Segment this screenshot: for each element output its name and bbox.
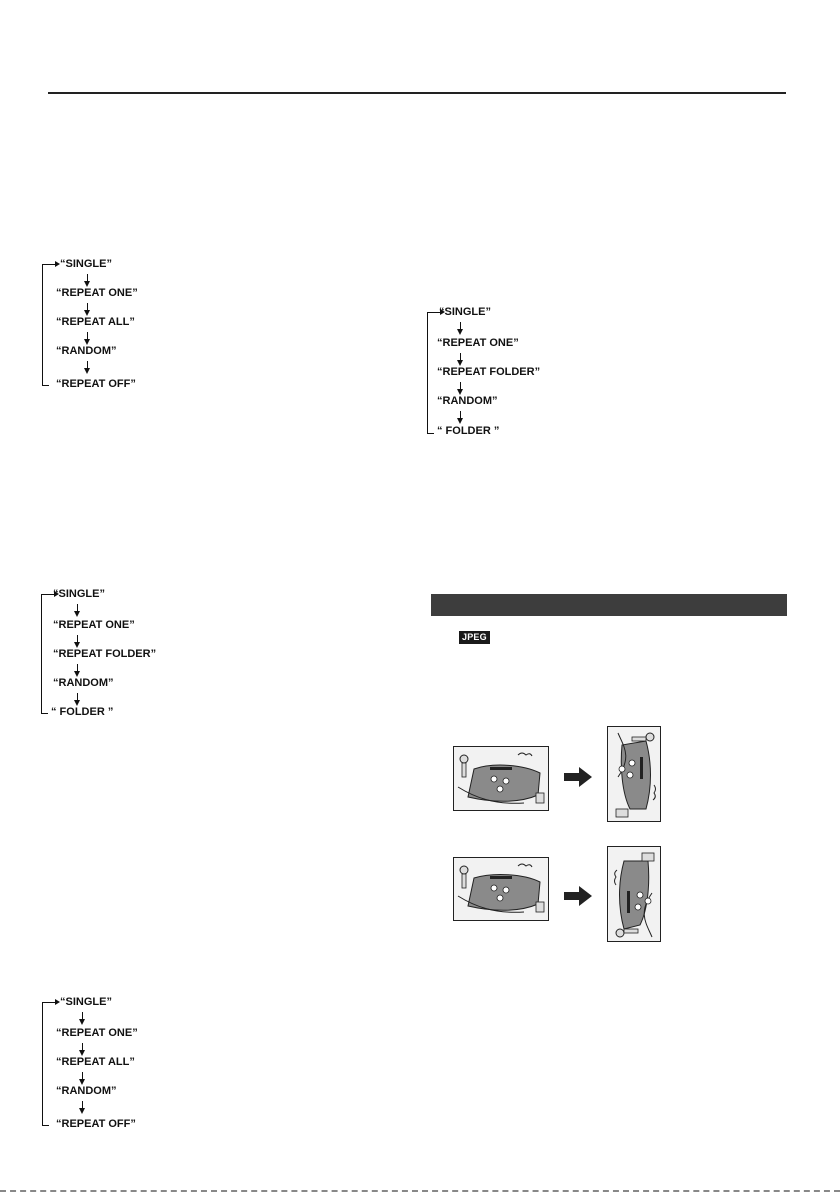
cycle-return-line [427,312,434,434]
down-arrow-icon [87,274,88,282]
down-arrow-icon [460,322,461,330]
down-arrow-icon [82,1101,83,1109]
down-arrow-icon [77,635,78,643]
landscape-picture [453,857,549,921]
mode-repeat-all: “REPEAT ALL” [56,1056,135,1068]
down-arrow-icon [82,1043,83,1051]
mode-random: “RANDOM” [56,1085,117,1097]
down-arrow-icon [460,411,461,419]
mode-folder: “ FOLDER ” [437,425,500,437]
repeat-mode-cycle-left-top [42,258,242,392]
mode-repeat-one: “REPEAT ONE” [53,619,135,631]
mode-random: “RANDOM” [53,677,114,689]
mode-repeat-one: “REPEAT ONE” [56,287,138,299]
section-header-bar [431,594,787,616]
down-arrow-icon [77,664,78,672]
header-rule [48,92,786,94]
mode-folder: “ FOLDER ” [51,706,114,718]
down-arrow-icon [82,1012,83,1020]
repeat-mode-cycle-left-bottom [42,996,242,1130]
down-arrow-icon [77,604,78,612]
cycle-return-line [41,594,48,714]
down-arrow-icon [87,303,88,311]
mode-repeat-off: “REPEAT OFF” [56,378,136,390]
down-arrow-icon [460,353,461,361]
right-arrow-icon [564,886,592,906]
mode-single: “SINGLE” [439,306,491,318]
down-arrow-icon [87,361,88,369]
repeat-mode-cycle-right [427,306,627,440]
right-arrow-icon [564,767,592,787]
jpeg-badge: JPEG [459,631,490,644]
mode-repeat-off: “REPEAT OFF” [56,1118,136,1130]
mode-repeat-one: “REPEAT ONE” [437,337,519,349]
portrait-picture-rotated-counterclockwise [607,846,661,942]
cycle-arrow-icon [48,1002,55,1003]
down-arrow-icon [77,693,78,701]
cycle-arrow-icon [48,264,55,265]
mode-repeat-folder: “REPEAT FOLDER” [53,648,157,660]
cycle-return-line [42,1002,49,1126]
mode-repeat-folder: “REPEAT FOLDER” [437,366,541,378]
mode-repeat-all: “REPEAT ALL” [56,316,135,328]
mode-single: “SINGLE” [60,996,112,1008]
portrait-picture-rotated-clockwise [607,726,661,822]
mode-random: “RANDOM” [437,395,498,407]
down-arrow-icon [87,332,88,340]
landscape-picture [453,746,549,811]
mode-single: “SINGLE” [60,258,112,270]
mode-repeat-one: “REPEAT ONE” [56,1027,138,1039]
down-arrow-icon [82,1072,83,1080]
mode-random: “RANDOM” [56,345,117,357]
repeat-mode-cycle-left-mid [41,588,241,722]
down-arrow-icon [460,382,461,390]
mode-single: “SINGLE” [53,588,105,600]
cycle-return-line [42,264,49,386]
